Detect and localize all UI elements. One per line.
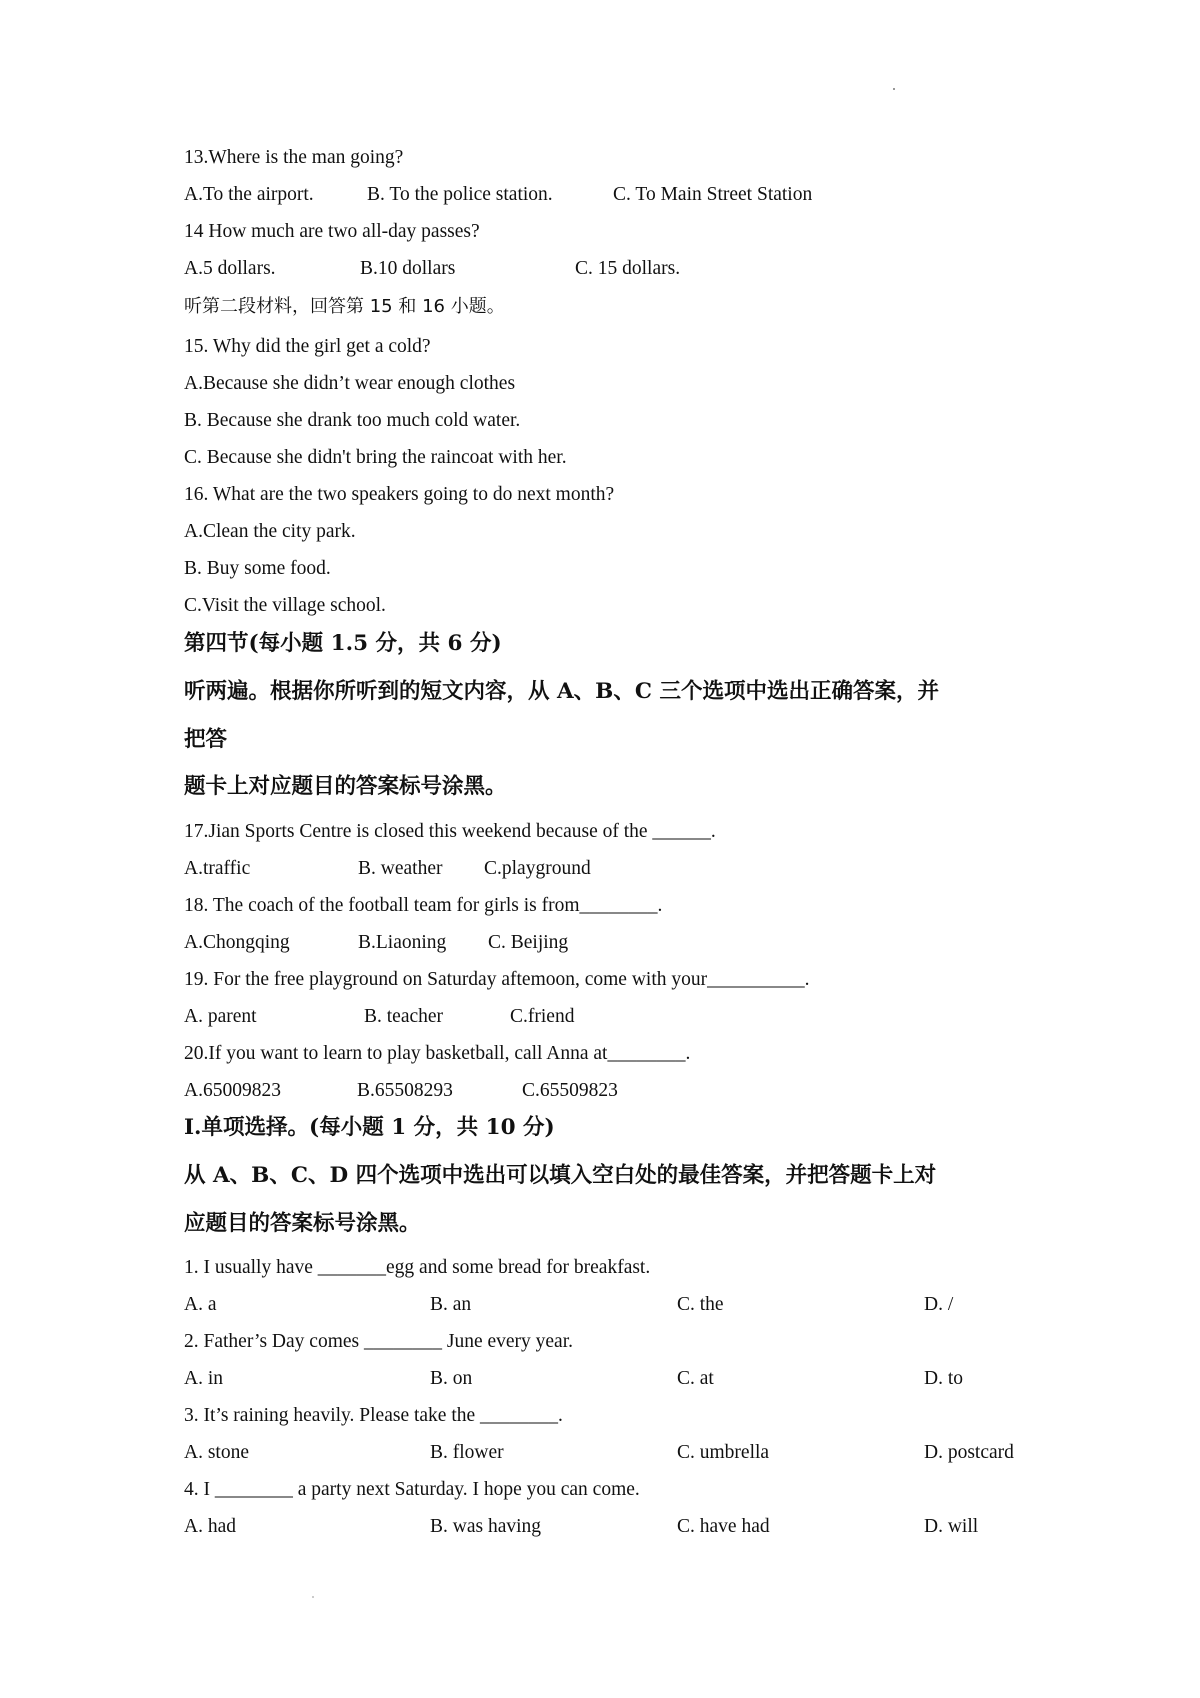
section-4-instruction-line-3: 题卡上对应题目的答案标号涂黑。 xyxy=(184,774,507,799)
question-19: 19. For the free playground on Saturday aftemoon, come with your__________. xyxy=(184,969,810,990)
q16-option-a: A.Clean the city park. xyxy=(184,521,356,542)
mc-question-1: 1. I usually have _______egg and some bread for breakfast. xyxy=(184,1257,651,1278)
mc4-option-b: B. was having xyxy=(430,1516,542,1537)
q14-option-a: A.5 dollars. xyxy=(184,258,276,279)
q17-option-b: B. weather xyxy=(358,858,443,879)
q15-option-b: B. Because she drank too much cold water. xyxy=(184,410,521,431)
part-1-title: I.单项选择。(每小题 1 分，共 10 分) xyxy=(184,1115,555,1140)
mc-question-3: 3. It’s raining heavily. Please take the ________. xyxy=(184,1405,563,1426)
q14-option-c: C. 15 dollars. xyxy=(575,258,681,279)
question-20: 20.If you want to learn to play basketball, call Anna at________. xyxy=(184,1043,691,1064)
mc1-option-a: A. a xyxy=(184,1294,217,1315)
q18-option-b: B.Liaoning xyxy=(358,932,447,953)
q20-option-b: B.65508293 xyxy=(357,1080,453,1101)
question-17: 17.Jian Sports Centre is closed this weekend because of the ______. xyxy=(184,821,716,842)
q13-option-a: A.To the airport. xyxy=(184,184,314,205)
q19-option-a: A. parent xyxy=(184,1006,257,1027)
q18-option-c: C. Beijing xyxy=(488,932,569,953)
q17-option-c: C.playground xyxy=(484,858,591,879)
mc2-option-a: A. in xyxy=(184,1368,223,1389)
q13-option-b: B. To the police station. xyxy=(367,184,553,205)
mc3-option-d: D. postcard xyxy=(924,1442,1014,1463)
mc3-option-a: A. stone xyxy=(184,1442,249,1463)
mc3-option-c: C. umbrella xyxy=(677,1442,770,1463)
question-13: 13.Where is the man going? xyxy=(184,147,404,168)
q14-option-b: B.10 dollars xyxy=(360,258,456,279)
q16-option-c: C.Visit the village school. xyxy=(184,595,386,616)
page-footer-dot xyxy=(312,1596,314,1598)
listening-instruction-2: 听第二段材料，回答第 15 和 16 小题。 xyxy=(184,296,505,317)
q15-option-c: C. Because she didn't bring the raincoat with her. xyxy=(184,447,567,468)
mc2-option-d: D. to xyxy=(924,1368,963,1389)
mc1-option-d: D. / xyxy=(924,1294,954,1315)
mc2-option-c: C. at xyxy=(677,1368,714,1389)
mc-question-2: 2. Father’s Day comes ________ June every year. xyxy=(184,1331,574,1352)
question-16: 16. What are the two speakers going to do next month? xyxy=(184,484,615,505)
q18-option-a: A.Chongqing xyxy=(184,932,290,953)
mc1-option-b: B. an xyxy=(430,1294,472,1315)
q20-option-a: A.65009823 xyxy=(184,1080,281,1101)
mc4-option-a: A. had xyxy=(184,1516,236,1537)
question-14: 14 How much are two all-day passes? xyxy=(184,221,480,242)
question-18: 18. The coach of the football team for girls is from________. xyxy=(184,895,663,916)
section-4-instruction-line-1: 听两遍。根据你所听到的短文内容，从 A、B、C 三个选项中选出正确答案，并 xyxy=(184,679,939,704)
q19-option-c: C.friend xyxy=(510,1006,575,1027)
page-marker-dot xyxy=(893,88,895,90)
section-4-instruction-line-2: 把答 xyxy=(184,727,228,752)
q15-option-a: A.Because she didn’t wear enough clothes xyxy=(184,373,516,394)
q13-option-c: C. To Main Street Station xyxy=(613,184,813,205)
mc3-option-b: B. flower xyxy=(430,1442,504,1463)
q20-option-c: C.65509823 xyxy=(522,1080,618,1101)
part-1-instruction-line-1: 从 A、B、C、D 四个选项中选出可以填入空白处的最佳答案，并把答题卡上对 xyxy=(184,1163,937,1188)
mc-question-4: 4. I ________ a party next Saturday. I hope you can come. xyxy=(184,1479,640,1500)
section-4-title: 第四节(每小题 1.5 分，共 6 分) xyxy=(184,631,502,656)
question-15: 15. Why did the girl get a cold? xyxy=(184,336,431,357)
part-1-instruction-line-2: 应题目的答案标号涂黑。 xyxy=(184,1211,421,1236)
mc1-option-c: C. the xyxy=(677,1294,724,1315)
q17-option-a: A.traffic xyxy=(184,858,251,879)
mc4-option-d: D. will xyxy=(924,1516,979,1537)
q16-option-b: B. Buy some food. xyxy=(184,558,331,579)
mc4-option-c: C. have had xyxy=(677,1516,770,1537)
mc2-option-b: B. on xyxy=(430,1368,473,1389)
q19-option-b: B. teacher xyxy=(364,1006,444,1027)
